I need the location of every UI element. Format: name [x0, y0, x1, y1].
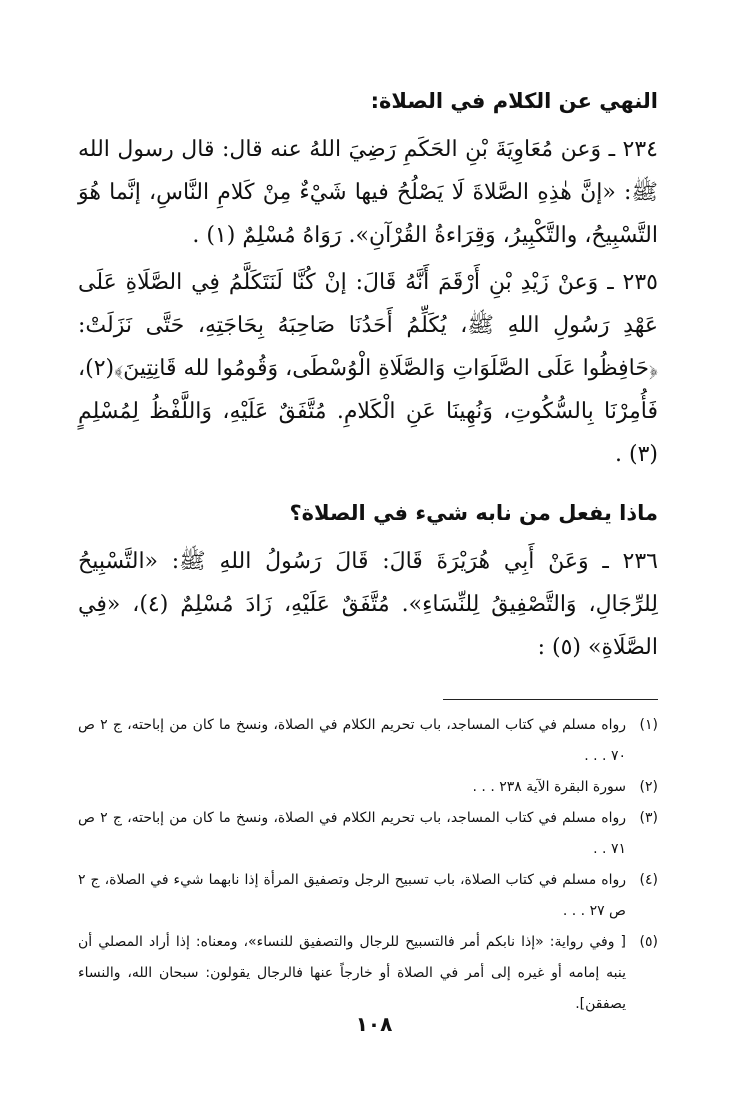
footnote-number: (٥) [639, 934, 658, 950]
section-heading-prohibition-of-speech: النهي عن الكلام في الصلاة: [370, 89, 658, 113]
section-heading-what-to-do-if-something-happens: ماذا يفعل من نابه شيء في الصلاة؟ [289, 501, 658, 525]
book-page [78, 78, 658, 1020]
hadith-text: ٢٣٤ ـ وَعن مُعَاوِيَةَ بْنِ الحَكَمِ رَضِيَ اللهُ عنه قال: قال رسول الله ﷺ: «إنَّ هٰذِهِ الصَّلاةَ لَا يَصْلُحُ فيها شَيْءٌ مِنْ كَلامِ النَّاسِ، إنَّما هُوَ التَّسْبِيحُ، والتَّكْبِيرُ، وَقِرَاءةُ القُرْآنِ». رَوَاهُ مُسْلِمٌ [78, 137, 658, 248]
footnote-2 [78, 772, 658, 803]
hadith-text: ٢٣٥ ـ وَعنْ زَيْدِ بْنِ أَرْقَمَ أَنَّهُ قَالَ: إنْ كُنَّا لَنَتَكَلَّمُ فِي الصَّلَاةِ عَلَى عَهْدِ رَسُولِ اللهِ ﷺ، يُكَلِّمُ أَحَدُنَا صَاحِبَهُ بِحَاجَتِهِ، حَتَّى نَزَلَتْ: ﴿حَافِظُوا عَلَى الصَّلَوَاتِ وَالصَّلَاةِ الْوُسْطَى، وَقُومُوا لله قَانِتِينَ﴾(٢)، فَأُمِرْنَا بِالسُّكُوتِ، وَنُهِينَا عَنِ الْكَلامِ. مُتَّفَقٌ عَلَيْهِ، وَاللَّفْظُ لِمُسْلِمٍ [78, 270, 658, 424]
footnote-number: (١) [639, 717, 658, 733]
footnote-text: رواه مسلم في كتاب الصلاة، باب تسبيح الرجل وتصفيق المرأة إذا نابهما شيء في الصلاة، ج ٢ ص ٢٧ . . . [78, 872, 626, 919]
hadith-234 [78, 128, 658, 257]
footnote-reference: (١) . [192, 223, 236, 248]
footnote-number: (٣) [639, 810, 658, 826]
footnote-3 [78, 803, 658, 865]
footnote-text: رواه مسلم في كتاب المساجد، باب تحريم الكلام في الصلاة، ونسخ ما كان من إباحته، ج ٢ ص ٧٠ . . . [78, 717, 626, 764]
footnote-text: سورة البقرة الآية ٢٣٨ . . . [472, 779, 626, 795]
footnote-text: [ وفي رواية: «إذا نابكم أمر فالتسبيح للرجال والتصفيق للنساء»، ومعناه: إذا أراد المصلي أن ينبه إمامه أو غيره إلى أمر في الصلاة أو خارجاً عنها فالرجال يقولون: سبحان الله، والنساء يصفقن]. [78, 934, 626, 1012]
hadith-236 [78, 540, 658, 669]
footnote-text: رواه مسلم في كتاب المساجد، باب تحريم الكلام في الصلاة، ونسخ ما كان من إباحته، ج ٢ ص ٧١ . . [78, 810, 626, 857]
footnote-5 [78, 927, 658, 1020]
footnote-number: (٢) [639, 779, 658, 795]
footnote-4 [78, 865, 658, 927]
hadith-235 [78, 261, 658, 476]
footnote-1 [78, 710, 658, 772]
footnote-number: (٤) [639, 872, 658, 888]
footnotes [78, 710, 658, 1020]
footnote-reference: (٥) : [537, 635, 581, 660]
hadith-text: ٢٣٦ ـ وَعَنْ أَبِي هُرَيْرَةَ قَالَ: قَالَ رَسُولُ اللهِ ﷺ: «التَّسْبِيحُ لِلرِّجَالِ، وَالتَّصْفِيقُ لِلنِّسَاءِ». مُتَّفَقٌ عَلَيْهِ، زَادَ مُسْلِمٌ (٤)، «فِي الصَّلَاةِ» [78, 549, 658, 660]
page-number: ١٠٨ [355, 1012, 393, 1036]
footnote-divider [443, 699, 658, 700]
footnote-reference: (٣) . [615, 442, 658, 467]
